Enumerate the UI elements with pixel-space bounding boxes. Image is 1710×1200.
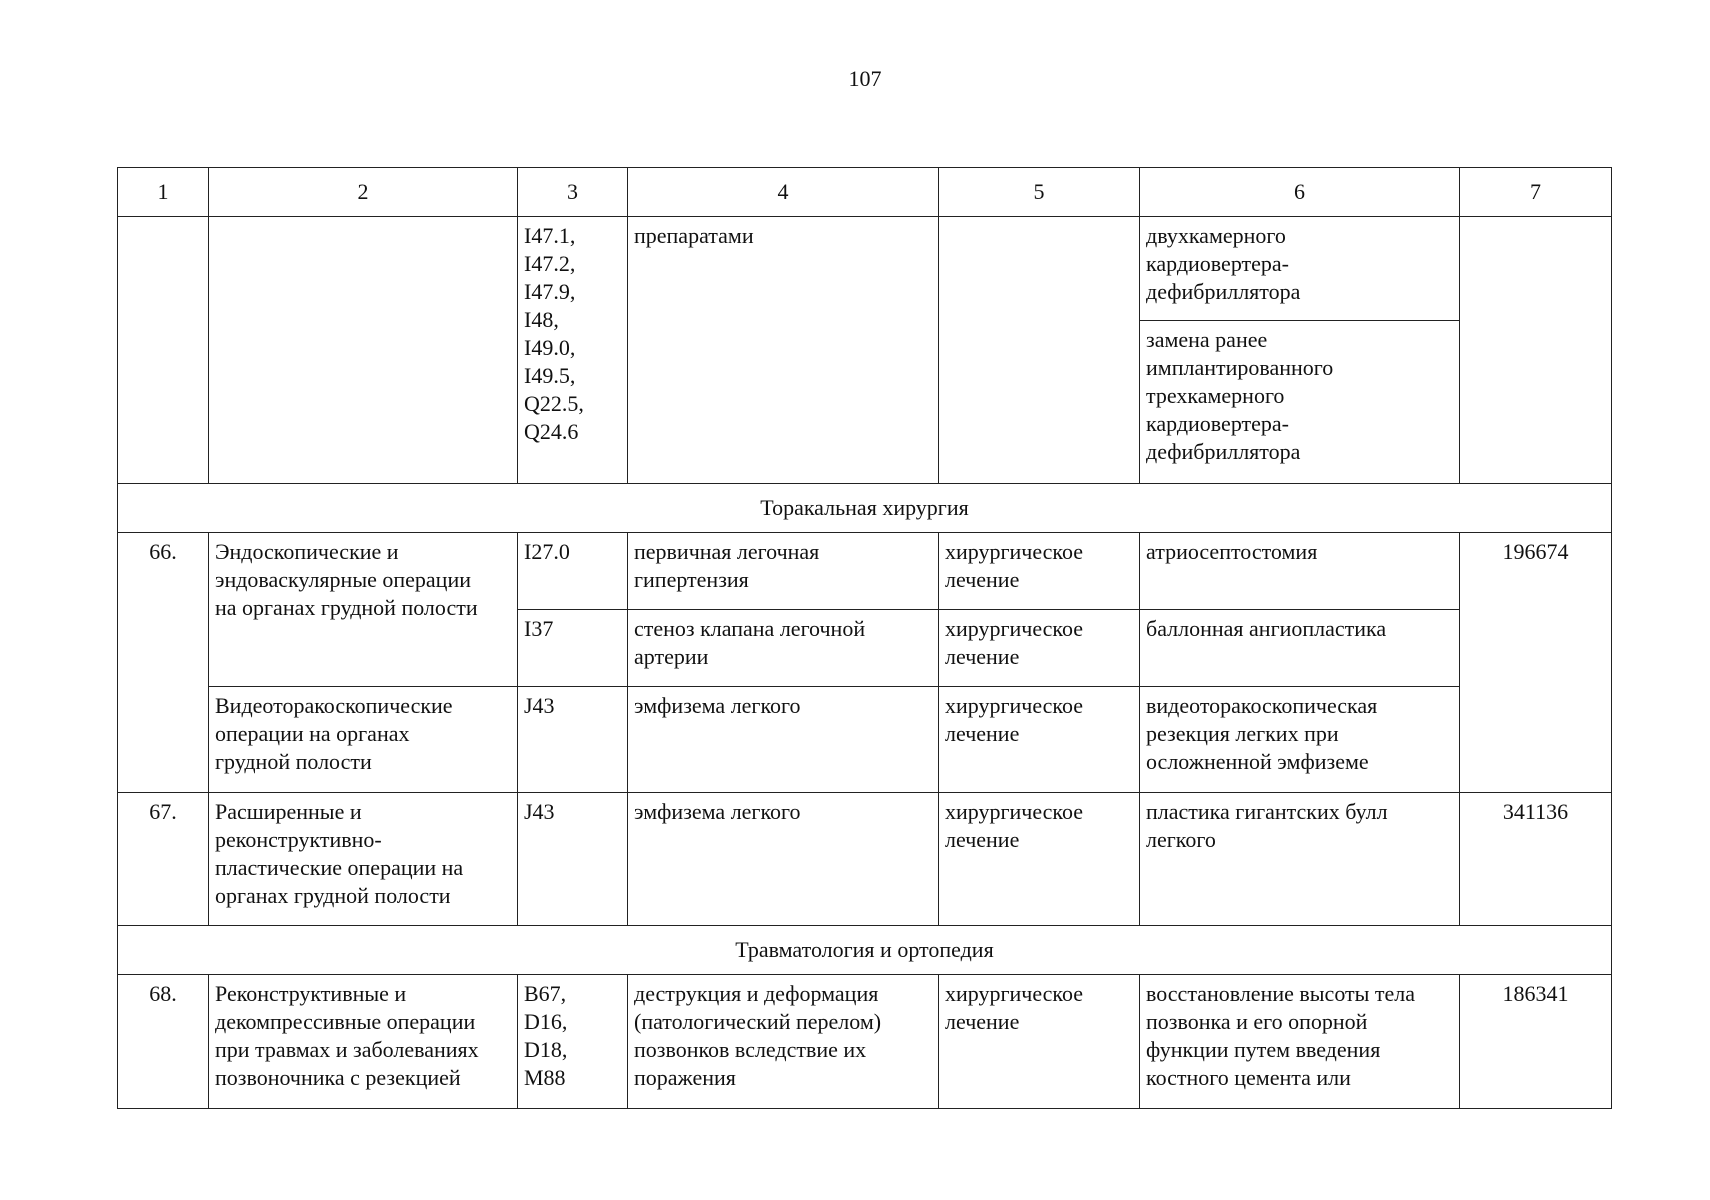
section-title: Торакальная хирургия bbox=[118, 484, 1612, 533]
column-header-2: 2 bbox=[209, 168, 518, 217]
section-row bbox=[118, 484, 1612, 533]
cell-cost: 186341 bbox=[1460, 975, 1612, 1109]
column-header-6: 6 bbox=[1140, 168, 1460, 217]
cell-treatment: хирургическое лечение bbox=[939, 975, 1140, 1109]
cell-codes: I47.1, I47.2, I47.9, I48, I49.0, I49.5, Q22.5, Q24.6 bbox=[518, 217, 628, 484]
section-title: Травматология и ортопедия bbox=[118, 926, 1612, 975]
cell-name: Эндоскопические и эндоваскулярные операции на органах грудной полости bbox=[209, 533, 518, 687]
continuation-row bbox=[118, 217, 1612, 321]
cell-codes: J43 bbox=[518, 793, 628, 926]
column-header-4: 4 bbox=[628, 168, 939, 217]
cell-cost: 196674 bbox=[1460, 533, 1612, 793]
cell-method: двухкамерного кардиовертера- дефибриллятора bbox=[1140, 217, 1460, 321]
column-header-3: 3 bbox=[518, 168, 628, 217]
section-row bbox=[118, 926, 1612, 975]
cell-codes: J43 bbox=[518, 687, 628, 793]
cell-patient-model: первичная легочная гипертензия bbox=[628, 533, 939, 610]
cell-cost-empty bbox=[1460, 217, 1612, 484]
column-header-row bbox=[118, 168, 1612, 217]
table-row bbox=[118, 533, 1612, 610]
column-header-1: 1 bbox=[118, 168, 209, 217]
table-row bbox=[118, 975, 1612, 1109]
cell-patient-model: деструкция и деформация (патологический перелом) позвонков вследствие их поражения bbox=[628, 975, 939, 1109]
cell-patient-model: эмфизема легкого bbox=[628, 793, 939, 926]
cell-treatment: хирургическое лечение bbox=[939, 610, 1140, 687]
cell-patient-model: эмфизема легкого bbox=[628, 687, 939, 793]
row-number: 68. bbox=[118, 975, 209, 1109]
cell-treatment: хирургическое лечение bbox=[939, 533, 1140, 610]
page-number: 107 bbox=[848, 66, 882, 91]
cell-codes: I27.0 bbox=[518, 533, 628, 610]
cell-treatment: хирургическое лечение bbox=[939, 793, 1140, 926]
cell-method: восстановление высоты тела позвонка и его опорной функции путем введения костного цемента или bbox=[1140, 975, 1460, 1109]
cell-treatment: хирургическое лечение bbox=[939, 687, 1140, 793]
cell-name: Видеоторакоскопические операции на органах грудной полости bbox=[209, 687, 518, 793]
cell-method: замена ранее имплантированного трехкамерного кардиовертера- дефибриллятора bbox=[1140, 321, 1460, 484]
cell-cost: 341136 bbox=[1460, 793, 1612, 926]
cell-name-empty bbox=[209, 217, 518, 484]
cell-name: Расширенные и реконструктивно- пластические операции на органах грудной полости bbox=[209, 793, 518, 926]
cell-patient-model: стеноз клапана легочной артерии bbox=[628, 610, 939, 687]
cell-method: баллонная ангиопластика bbox=[1140, 610, 1460, 687]
table-row bbox=[118, 793, 1612, 926]
cell-method: пластика гигантских булл легкого bbox=[1140, 793, 1460, 926]
cell-treatment-empty bbox=[939, 217, 1140, 484]
row-number: 67. bbox=[118, 793, 209, 926]
cell-patient-model: препаратами bbox=[628, 217, 939, 484]
row-number: 66. bbox=[118, 533, 209, 793]
services-table bbox=[117, 167, 1612, 1109]
cell-method: видеоторакоскопическая резекция легких при осложненной эмфиземе bbox=[1140, 687, 1460, 793]
cell-name: Реконструктивные и декомпрессивные операции при травмах и заболеваниях позвоночника с резекцией bbox=[209, 975, 518, 1109]
table-row bbox=[118, 687, 1612, 793]
cell-codes: B67, D16, D18, M88 bbox=[518, 975, 628, 1109]
cell-codes: I37 bbox=[518, 610, 628, 687]
cell-num-empty bbox=[118, 217, 209, 484]
cell-method: атриосептостомия bbox=[1140, 533, 1460, 610]
column-header-5: 5 bbox=[939, 168, 1140, 217]
column-header-7: 7 bbox=[1460, 168, 1612, 217]
